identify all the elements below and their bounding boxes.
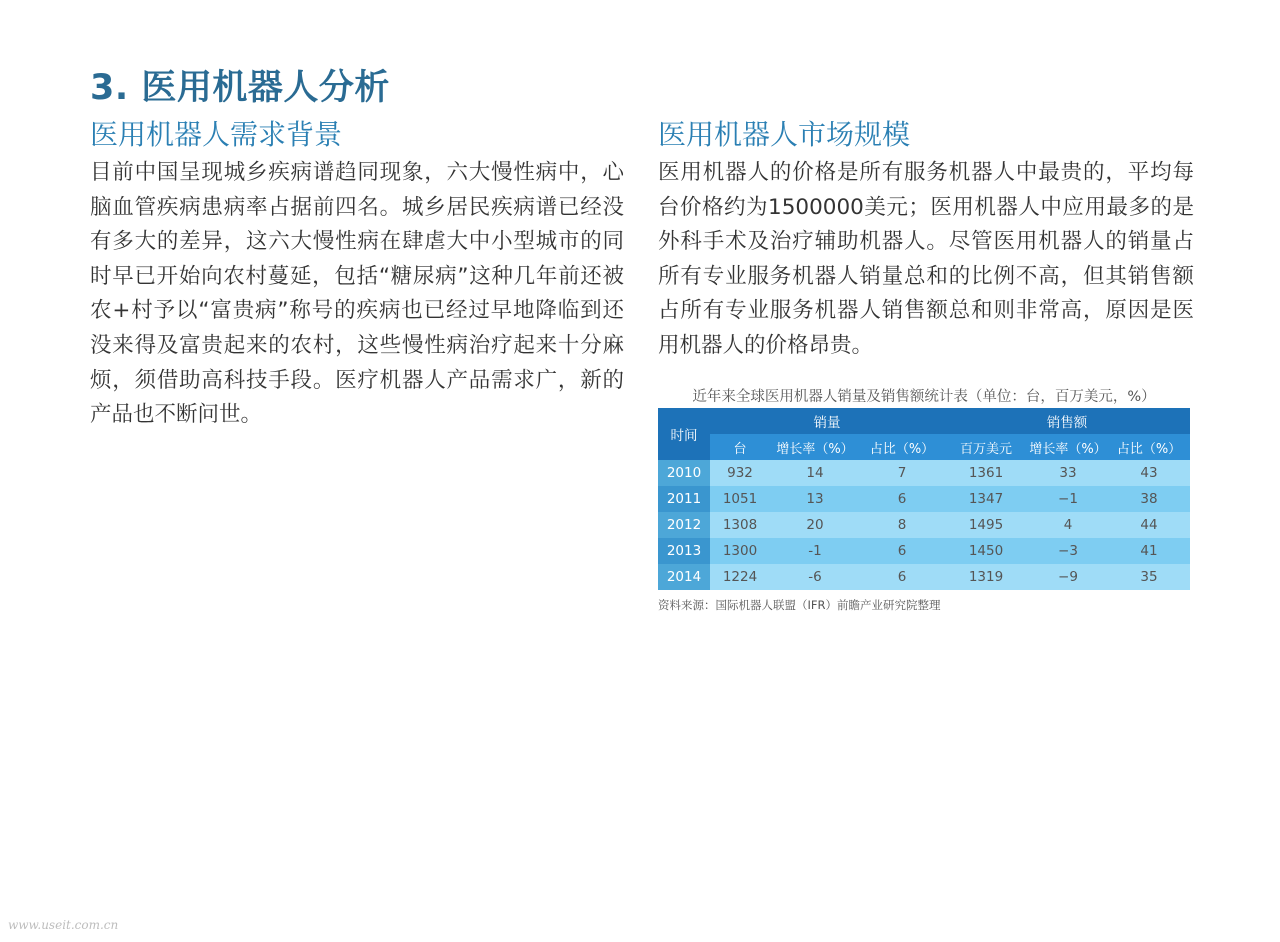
cell-volume-growth: -1 — [770, 538, 860, 564]
cell-sales-musd: 1450 — [944, 538, 1028, 564]
cell-sales-share: 44 — [1108, 512, 1190, 538]
cell-units: 1300 — [710, 538, 770, 564]
table-row — [658, 564, 1190, 590]
cell-sales-musd: 1495 — [944, 512, 1028, 538]
cell-units: 1308 — [710, 512, 770, 538]
cell-volume-share: 6 — [860, 538, 944, 564]
cell-year: 2010 — [658, 460, 710, 486]
sales-statistics-table — [658, 408, 1190, 590]
table-row — [658, 512, 1190, 538]
cell-volume-growth: 14 — [770, 460, 860, 486]
table-header-row — [658, 408, 1190, 434]
cell-sales-growth: 33 — [1028, 460, 1108, 486]
watermark: www.useit.com.cn — [8, 918, 119, 932]
cell-sales-musd: 1361 — [944, 460, 1028, 486]
cell-volume-growth: -6 — [770, 564, 860, 590]
cell-sales-growth: −1 — [1028, 486, 1108, 512]
cell-sales-growth: −9 — [1028, 564, 1108, 590]
cell-volume-share: 8 — [860, 512, 944, 538]
cell-sales-growth: 4 — [1028, 512, 1108, 538]
cell-units: 932 — [710, 460, 770, 486]
cell-sales-musd: 1319 — [944, 564, 1028, 590]
cell-volume-share: 6 — [860, 486, 944, 512]
market-size-paragraph: 医用机器人的价格是所有服务机器人中最贵的，平均每台价格约为1500000美元；医用机器人中应用最多的是外科手术及治疗辅助机器人。尽管医用机器人的销量占所有专业服务机器人销量总和的比例不高，但其销售额占所有专业服务机器人销售额总和则非常高，原因是医用机器人的价格昂贵。 — [658, 160, 1194, 358]
table-row — [658, 460, 1190, 486]
subheader-sales-growth: 增长率（%） — [1028, 434, 1108, 460]
cell-sales-share: 41 — [1108, 538, 1190, 564]
cell-units: 1051 — [710, 486, 770, 512]
cell-volume-growth: 13 — [770, 486, 860, 512]
subheader-sales-musd: 百万美元 — [944, 434, 1028, 460]
header-sales-group: 销售额 — [944, 408, 1190, 434]
demand-background-paragraph: 目前中国呈现城乡疾病谱趋同现象，六大慢性病中，心脑血管疾病患病率占据前四名。城乡居民疾病谱已经没有多大的差异，这六大慢性病在肆虐大中小型城市的同时早已开始向农村蔓延，包括“糖尿病”这种几年前还被农+村予以“富贵病”称号的疾病也已经过早地降临到还没来得及富贵起来的农村，这些慢性病治疗起来十分麻烦，须借助高科技手段。医疗机器人产品需求广，新的产品也不断问世。 — [90, 160, 624, 428]
subheader-units: 台 — [710, 434, 770, 460]
subheader-sales-share: 占比（%） — [1108, 434, 1190, 460]
page-title: 3. 医用机器人分析 — [90, 68, 390, 108]
header-volume-group: 销量 — [710, 408, 944, 434]
cell-volume-share: 6 — [860, 564, 944, 590]
cell-volume-growth: 20 — [770, 512, 860, 538]
cell-sales-share: 35 — [1108, 564, 1190, 590]
cell-sales-musd: 1347 — [944, 486, 1028, 512]
table-subheader-row — [658, 434, 1190, 460]
header-time: 时间 — [658, 408, 710, 460]
subheader-volume-growth: 增长率（%） — [770, 434, 860, 460]
table-source-note: 资料来源：国际机器人联盟（IFR）前瞻产业研究院整理 — [658, 598, 941, 612]
cell-year: 2013 — [658, 538, 710, 564]
table-caption: 近年来全球医用机器人销量及销售额统计表（单位：台，百万美元，%） — [692, 389, 1156, 405]
cell-sales-growth: −3 — [1028, 538, 1108, 564]
cell-year: 2012 — [658, 512, 710, 538]
market-size-heading: 医用机器人市场规模 — [658, 118, 911, 151]
cell-sales-share: 43 — [1108, 460, 1190, 486]
table-row — [658, 538, 1190, 564]
demand-background-heading: 医用机器人需求背景 — [90, 118, 343, 151]
cell-volume-share: 7 — [860, 460, 944, 486]
cell-units: 1224 — [710, 564, 770, 590]
table-row — [658, 486, 1190, 512]
cell-year: 2014 — [658, 564, 710, 590]
cell-sales-share: 38 — [1108, 486, 1190, 512]
subheader-volume-share: 占比（%） — [860, 434, 944, 460]
cell-year: 2011 — [658, 486, 710, 512]
